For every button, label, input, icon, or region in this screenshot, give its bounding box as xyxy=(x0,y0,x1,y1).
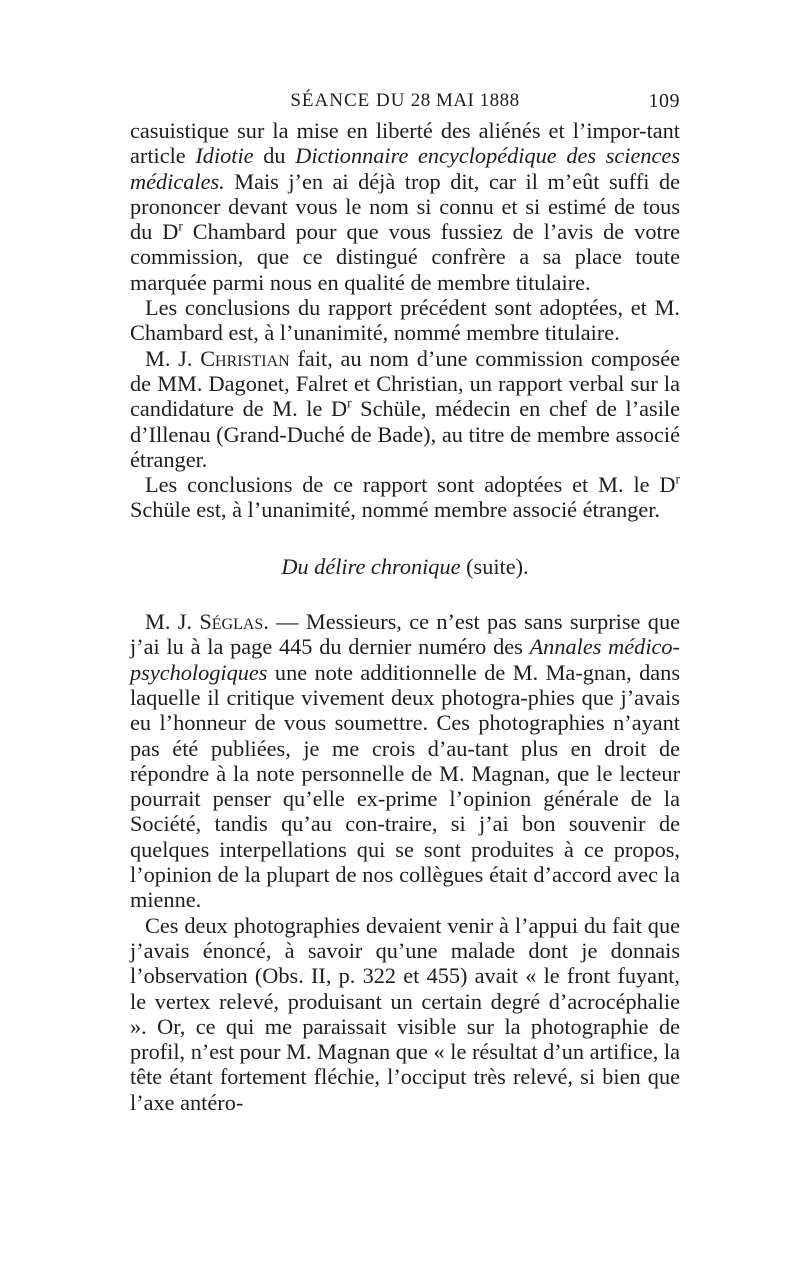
paragraph xyxy=(130,346,680,472)
text-run: Chambard pour que vous fussiez de l’avis de votre commission, que ce distingué confrère a sa place toute marquée parmi nous en qualité de membre titulaire. xyxy=(130,219,680,295)
text-run: r xyxy=(178,218,183,234)
paragraph xyxy=(130,913,680,1115)
paragraph xyxy=(130,609,680,913)
paragraph-group-2 xyxy=(130,609,680,1115)
running-title-date: 28 MAI 1888 xyxy=(410,90,520,111)
section-title xyxy=(130,554,680,579)
text-run: Ces deux photographies devaient venir à l’appui du fait que j’avais énoncé, à savoir qu’une malade dont je donnais l’observation (Obs. II, p. 322 et 455) avait « le front fuyant, le vertex relevé, produisant un certain degré d’acrocéphalie ». Or, ce qui me paraissait visible sur la photographie de profil, n’est pour M. Magnan que « le résultat d’un artifice, la tête étant fortement fléchie, l’occiput très relevé, si bien que l’axe antéro- xyxy=(130,912,680,1115)
text-run: Les conclusions du rapport précédent sont adoptées, et M. Chambard est, à l’unanimité, nommé membre titulaire. xyxy=(130,295,680,346)
paragraph-group-1 xyxy=(130,118,680,523)
text-run: Schüle, médecin en chef de l’asile d’Illenau (Grand-Duché de Bade), au titre de membre associé étranger. xyxy=(130,396,680,472)
text-run: Séglas xyxy=(199,609,264,635)
text-run: Dictionnaire encyclopédique des sciences médicales. xyxy=(130,143,680,194)
page-body xyxy=(130,118,680,1115)
text-run: Annales médico-psychologiques xyxy=(130,634,680,685)
paragraph xyxy=(130,295,680,346)
running-header xyxy=(130,90,680,118)
paragraph xyxy=(130,472,680,523)
paragraph xyxy=(130,118,680,295)
section-title-suffix: (suite). xyxy=(460,553,529,579)
running-title-prefix: SÉANCE DU xyxy=(290,90,406,111)
text-run: Schüle est, à l’unanimité, nommé membre associé étranger. xyxy=(130,497,660,523)
book-page xyxy=(130,90,680,1115)
text-run: Idiotie xyxy=(195,143,254,169)
text-run: Christian xyxy=(200,345,290,371)
text-run: Les conclusions de ce rapport sont adoptées et M. le D xyxy=(145,472,676,498)
text-run: fait, au nom d’une commission composée de MM. Dagonet, Falret et Christian, un rapport verbal sur la candidature de M. le D xyxy=(130,345,680,422)
page-number: 109 xyxy=(648,90,680,112)
text-run: une note additionnelle de M. Ma-gnan, dans laquelle il critique vivement deux photogra-phies que j’avais eu l’honneur de vous soumettre. Ces photographies n’ayant pas été publiées, je me crois d’au-tant plus en droit de répondre à la note personnelle de M. Magnan, que le lecteur pourrait penser qu’elle ex-prime l’opinion générale de la Société, tandis qu’au con-traire, si j’ai bon souvenir de quelques interpellations qui se sont produites à ce propos, l’opinion de la plupart de nos collègues était d’accord avec la mienne. xyxy=(130,659,680,913)
running-title xyxy=(130,90,680,112)
text-run: M. J. xyxy=(145,609,200,635)
text-run: casuistique sur la mise en liberté des aliénés et l’impor-tant article xyxy=(130,118,680,169)
text-run: r xyxy=(347,395,352,411)
text-run: M. J. xyxy=(145,345,201,371)
text-run: du xyxy=(253,143,296,169)
section-title-italic: Du délire chronique xyxy=(281,553,461,579)
text-run: Mais j’en ai déjà trop dit, car il m’eût suffi de prononcer devant vous le nom si connu et si estimé de tous du D xyxy=(130,168,680,245)
text-run: . — Messieurs, ce n’est pas sans surprise que j’ai lu à la page 445 du dernier numéro des xyxy=(130,609,680,660)
text-run: r xyxy=(675,471,680,487)
